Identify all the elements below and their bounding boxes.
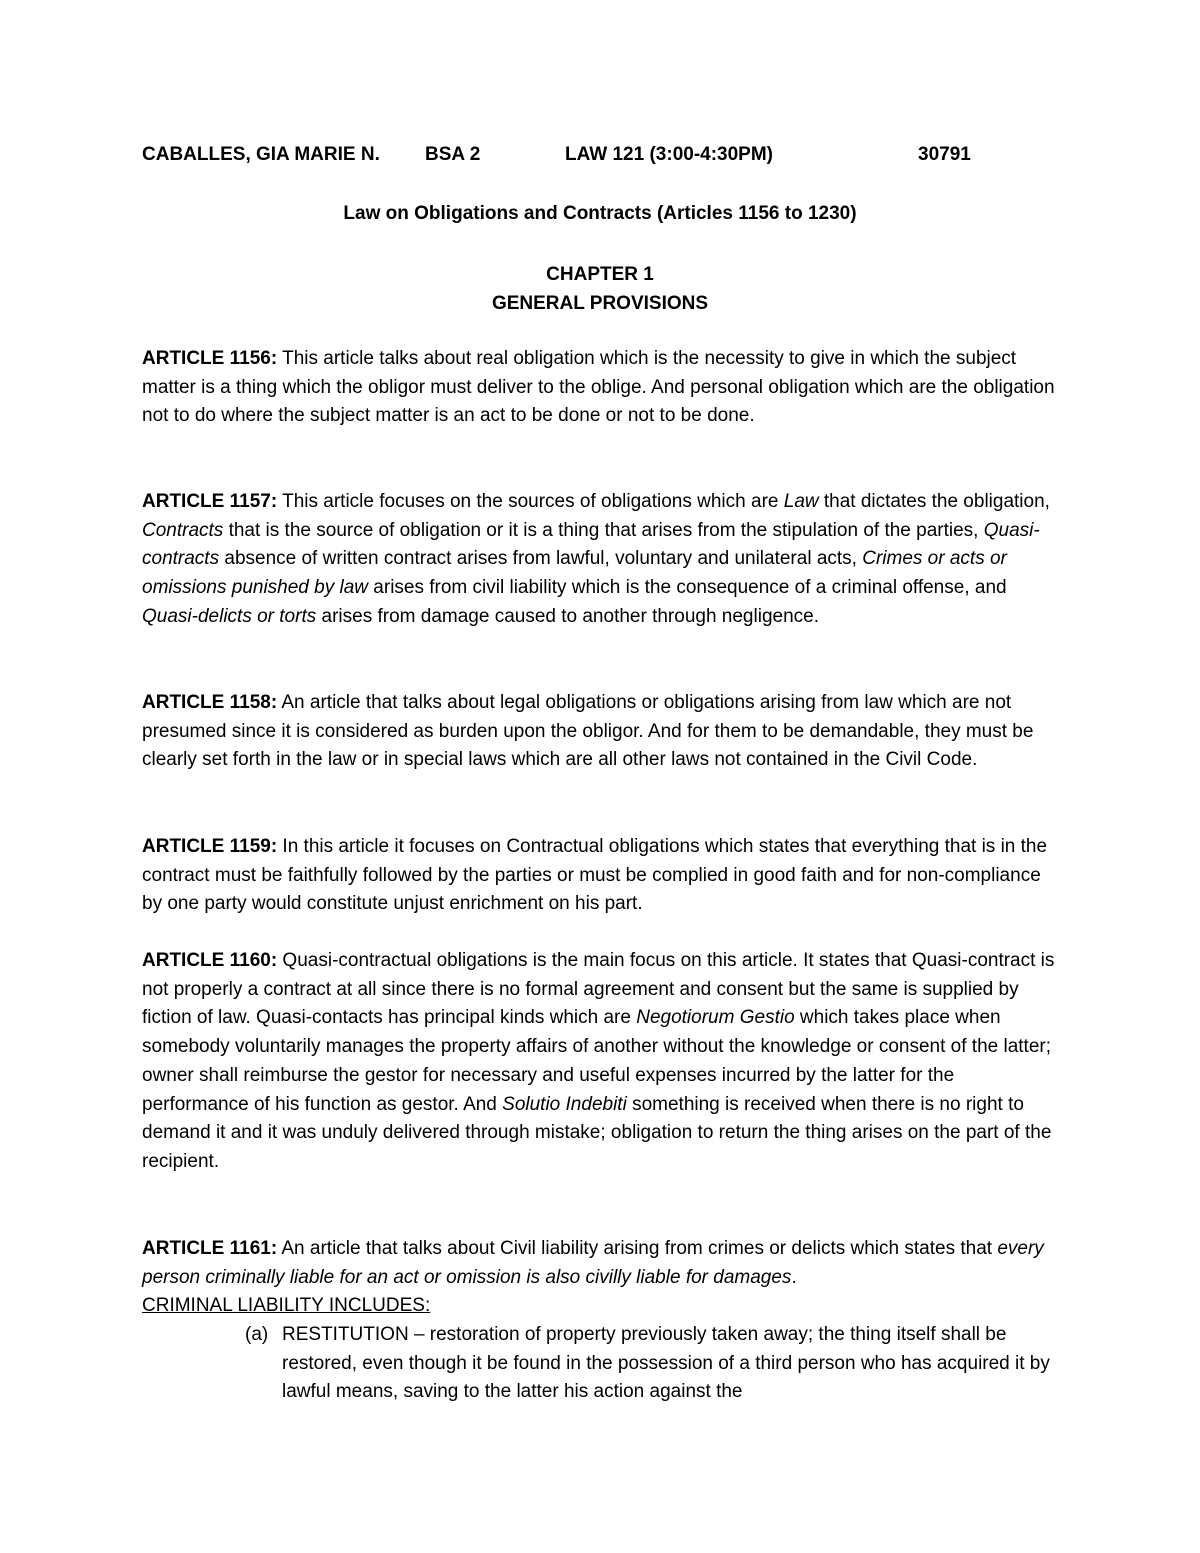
text-segment: .	[791, 1266, 797, 1288]
list-item-text: RESTITUTION – restoration of property previously taken away; the thing itself shall be restored, even though it be found in the possession of a third person who has acquired it by lawful means, saving to the latter his action against the	[282, 1324, 1050, 1403]
text-segment: This article focuses on the sources of obligations which are	[277, 491, 784, 512]
article-text	[142, 348, 1055, 426]
chapter-number: CHAPTER 1	[546, 264, 654, 285]
text-segment: arises from civil liability which is the consequence of a criminal offense, and	[368, 577, 1007, 599]
student-name: CABALLES, GIA MARIE N.	[142, 144, 380, 165]
text-segment: Quasi-contractual obligations is the main focus on this article. It states that Quasi-contract is not properly a contract at all since there is no formal agreement and consent but the same is supplied by fiction of law. Quasi-contacts has principal kinds which are	[142, 950, 1055, 1029]
article-text	[142, 836, 1047, 914]
text-segment: that is the source of obligation or it is a thing that arises from the stipulation of the parties,	[223, 519, 984, 541]
text-segment: absence of written contract arises from lawful, voluntary and unilateral acts,	[219, 548, 863, 570]
article-label: ARTICLE 1159:	[142, 836, 278, 857]
criminal-liability-heading: CRIMINAL LIABILITY INCLUDES:	[142, 1295, 431, 1316]
list-item-marker: (a)	[245, 1324, 269, 1345]
article-1159	[142, 833, 1062, 919]
text-segment: This article talks about real obligation which is the necessity to give in which the subject matter is a thing which the obligor must deliver to the oblige. And personal obligation which are the obligation not to do where the subject matter is an act to be done or not to be done.	[142, 348, 1055, 427]
article-label: ARTICLE 1158:	[142, 692, 278, 713]
chapter-name: GENERAL PROVISIONS	[491, 293, 709, 314]
article-label: ARTICLE 1160:	[142, 950, 278, 971]
italic-term: Crimes or acts or omissions punished by law	[142, 548, 1007, 599]
article-label: ARTICLE 1156:	[142, 348, 278, 369]
italic-term: every person criminally liable for an act or omission is also civilly liable for damages	[142, 1238, 1044, 1288]
text-segment: An article that talks about Civil liability arising from crimes or delicts which states that	[277, 1238, 998, 1259]
italic-term: Quasi-contracts	[142, 519, 1040, 570]
subject-schedule: LAW 121 (3:00-4:30PM)	[565, 144, 774, 165]
student-id: 30791	[918, 144, 971, 165]
article-label: ARTICLE 1157:	[142, 491, 278, 512]
text-segment: An article that talks about legal obligations or obligations arising from law which are not presumed since it is considered as burden upon the obligor. And for them to be demandable, they must be clearly set forth in the law or in special laws which are all other laws not contained in the Civil Code.	[142, 692, 1034, 771]
text-segment: that dictates the obligation,	[818, 491, 1050, 512]
text-segment: which takes place when somebody voluntarily manages the property affairs of another without the knowledge or consent of the latter; owner shall reimburse the gestor for necessary and useful expenses incurred by the latter for the performance of his function as gestor. And	[142, 1007, 1052, 1115]
article-text	[142, 491, 1050, 627]
article-1161	[142, 1235, 1062, 1292]
article-1157	[142, 488, 1062, 632]
article-1160	[142, 947, 1062, 1177]
italic-term: Negotiorum Gestio	[636, 1007, 795, 1029]
course-code: BSA 2	[425, 144, 481, 165]
text-segment: In this article it focuses on Contractual obligations which states that everything that is in the contract must be faithfully followed by the parties or must be complied in good faith and for non-compliance by one party would constitute unjust enrichment on his part.	[142, 836, 1048, 915]
italic-term: Law	[783, 491, 819, 512]
text-segment: something is received when there is no right to demand it and it was unduly delivered through mistake; obligation to return the thing arises on the part of the recipient.	[142, 1093, 1052, 1172]
article-text	[142, 1238, 1044, 1288]
chapter-heading	[0, 260, 1200, 318]
article-text	[142, 950, 1054, 1172]
article-label: ARTICLE 1161:	[142, 1238, 278, 1259]
document-title: Law on Obligations and Contracts (Articles 1156 to 1230)	[343, 203, 857, 224]
article-1156	[142, 345, 1062, 431]
article-1158	[142, 689, 1062, 775]
text-segment: arises from damage caused to another through negligence.	[316, 605, 819, 627]
italic-term: Quasi-delicts or torts	[142, 605, 317, 627]
italic-term: Contracts	[142, 519, 224, 541]
italic-term: Solutio Indebiti	[502, 1093, 627, 1115]
